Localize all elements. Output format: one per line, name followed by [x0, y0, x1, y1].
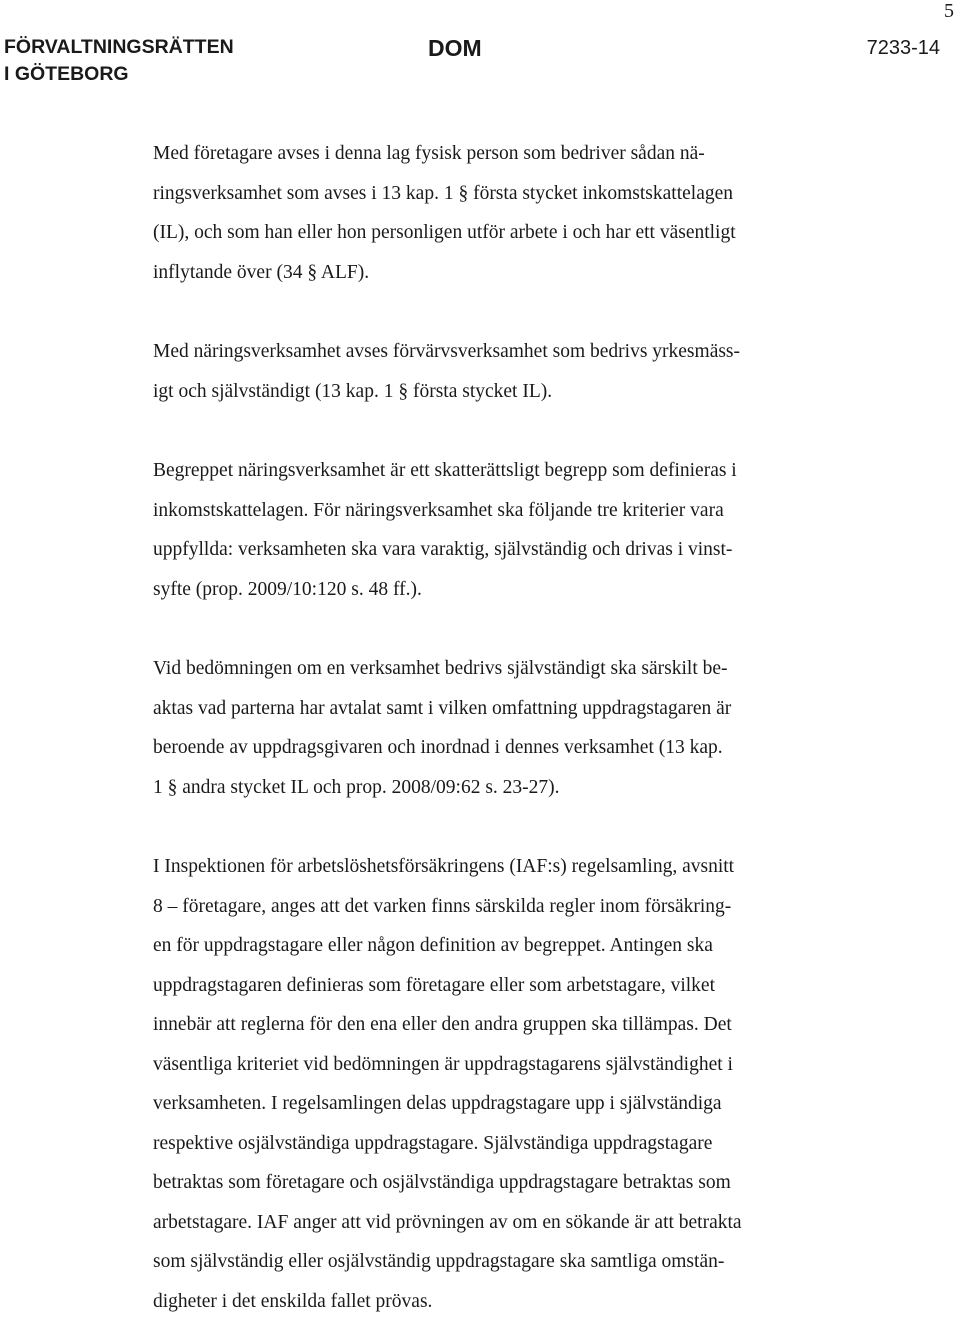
text-line: innebär att reglerna för den ena eller den andra gruppen ska tillämpas. Det — [153, 1005, 853, 1045]
paragraph-5 — [153, 847, 853, 1321]
text-line: aktas vad parterna har avtalat samt i vilken omfattning uppdragstagaren är — [153, 689, 853, 729]
text-line: betraktas som företagare och osjälvständiga uppdragstagare betraktas som — [153, 1163, 853, 1203]
text-line: ringsverksamhet som avses i 13 kap. 1 § första stycket inkomstskattelagen — [153, 174, 853, 214]
text-line: (IL), och som han eller hon personligen utför arbete i och har ett väsentligt — [153, 213, 853, 253]
case-number: 7233-14 — [867, 35, 940, 62]
text-line: igt och självständigt (13 kap. 1 § första stycket IL). — [153, 372, 853, 412]
paragraph-2 — [153, 332, 853, 411]
text-line: syfte (prop. 2009/10:120 s. 48 ff.). — [153, 570, 853, 610]
document-body — [153, 134, 853, 1321]
paragraph-4 — [153, 649, 853, 807]
text-line: Med företagare avses i denna lag fysisk person som bedriver sådan nä- — [153, 134, 853, 174]
text-line: en för uppdragstagare eller någon definition av begreppet. Antingen ska — [153, 926, 853, 966]
text-line: digheter i det enskilda fallet prövas. — [153, 1282, 853, 1321]
text-line: uppdragstagaren definieras som företagare eller som arbetstagare, vilket — [153, 966, 853, 1006]
page-number: 5 — [944, 0, 954, 22]
paragraph-3 — [153, 451, 853, 609]
text-line: I Inspektionen för arbetslöshetsförsäkringens (IAF:s) regelsamling, avsnitt — [153, 847, 853, 887]
court-name-line-1: FÖRVALTNINGSRÄTTEN — [4, 34, 234, 61]
text-line: 1 § andra stycket IL och prop. 2008/09:62 s. 23-27). — [153, 768, 853, 808]
text-line: verksamheten. I regelsamlingen delas uppdragstagare upp i självständiga — [153, 1084, 853, 1124]
text-line: Vid bedömningen om en verksamhet bedrivs självständigt ska särskilt be- — [153, 649, 853, 689]
text-line: inflytande över (34 § ALF). — [153, 253, 853, 293]
text-line: beroende av uppdragsgivaren och inordnad i dennes verksamhet (13 kap. — [153, 728, 853, 768]
text-line: uppfyllda: verksamheten ska vara varaktig, självständig och drivas i vinst- — [153, 530, 853, 570]
document-type: DOM — [428, 35, 482, 62]
text-line: Begreppet näringsverksamhet är ett skatterättsligt begrepp som definieras i — [153, 451, 853, 491]
paragraph-1 — [153, 134, 853, 292]
text-line: som självständig eller osjälvständig uppdragstagare ska samtliga omstän- — [153, 1242, 853, 1282]
text-line: 8 – företagare, anges att det varken finns särskilda regler inom försäkring- — [153, 887, 853, 927]
text-line: arbetstagare. IAF anger att vid prövningen av om en sökande är att betrakta — [153, 1203, 853, 1243]
text-line: respektive osjälvständiga uppdragstagare. Självständiga uppdragstagare — [153, 1124, 853, 1164]
text-line: Med näringsverksamhet avses förvärvsverksamhet som bedrivs yrkesmäss- — [153, 332, 853, 372]
text-line: inkomstskattelagen. För näringsverksamhet ska följande tre kriterier vara — [153, 491, 853, 531]
text-line: väsentliga kriteriet vid bedömningen är uppdragstagarens självständighet i — [153, 1045, 853, 1085]
court-name-line-2: I GÖTEBORG — [4, 61, 234, 88]
court-name — [4, 34, 234, 88]
